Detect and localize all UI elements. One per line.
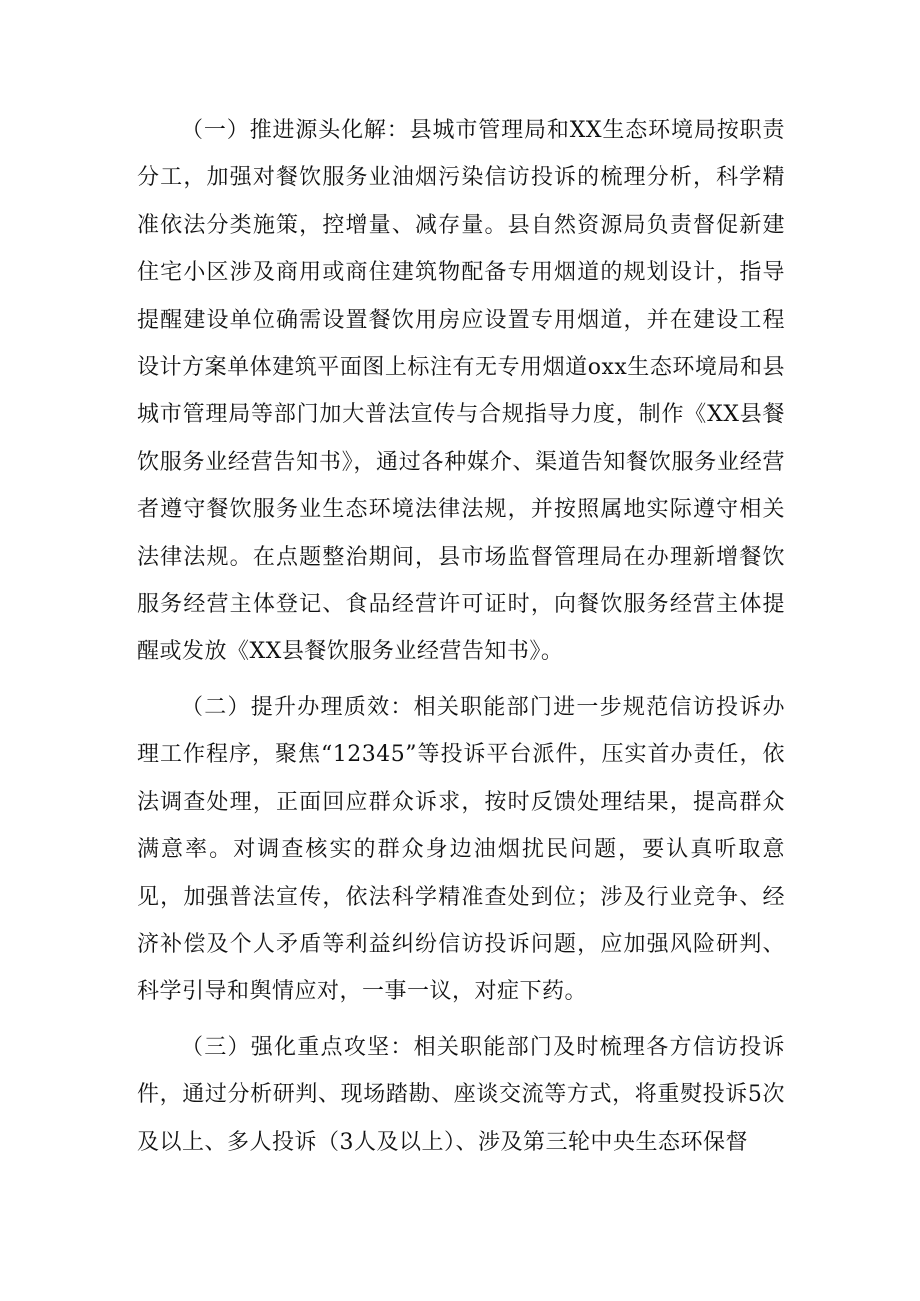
document-body — [137, 107, 785, 1174]
paragraph-section-2: （二）提升办理质效：相关职能部门进一步规范信访投诉办理工作程序，聚焦“12345”等投诉平台派件，压实首办责任，依法调查处理，正面回应群众诉求，按时反馈处理结果，提高群众满意率。对调查核实的群众身边油烟扰民问题，要认真听取意见，加强普法宣传，依法科学精准查处到位；涉及行业竞争、经济补偿及个人矛盾等利益纠纷信访投诉问题，应加强风险研判、科学引导和舆情应对，一事一议，对症下药。 — [137, 694, 785, 1005]
paragraph-section-1: （一）推进源头化解：县城市管理局和XX生态环境局按职责分工，加强对餐饮服务业油烟污染信访投诉的梳理分析，科学精准依法分类施策，控增量、减存量。县自然资源局负责督促新建住宅小区涉及商用或商住建筑物配备专用烟道的规划设计，指导提醒建设单位确需设置餐饮用房应设置专用烟道，并在建设工程设计方案单体建筑平面图上标注有无专用烟道oxx生态环境局和县城市管理局等部门加大普法宣传与合规指导力度，制作《XX县餐饮服务业经营告知书》，通过各种媒介、渠道告知餐饮服务业经营者遵守餐饮服务业生态环境法律法规，并按照属地实际遵守相关法律法规。在点题整治期间，县市场监督管理局在办理新增餐饮服务经营主体登记、食品经营许可证时，向餐饮服务经营主体提醒或发放《XX县餐饮服务业经营告知书》。 — [137, 118, 785, 665]
paragraph-section-3: （三）强化重点攻坚：相关职能部门及时梳理各方信访投诉件，通过分析研判、现场踏勘、座谈交流等方式，将重熨投诉5次及以上、多人投诉（3人及以上）、涉及第三轮中央生态环保督 — [137, 1034, 785, 1155]
